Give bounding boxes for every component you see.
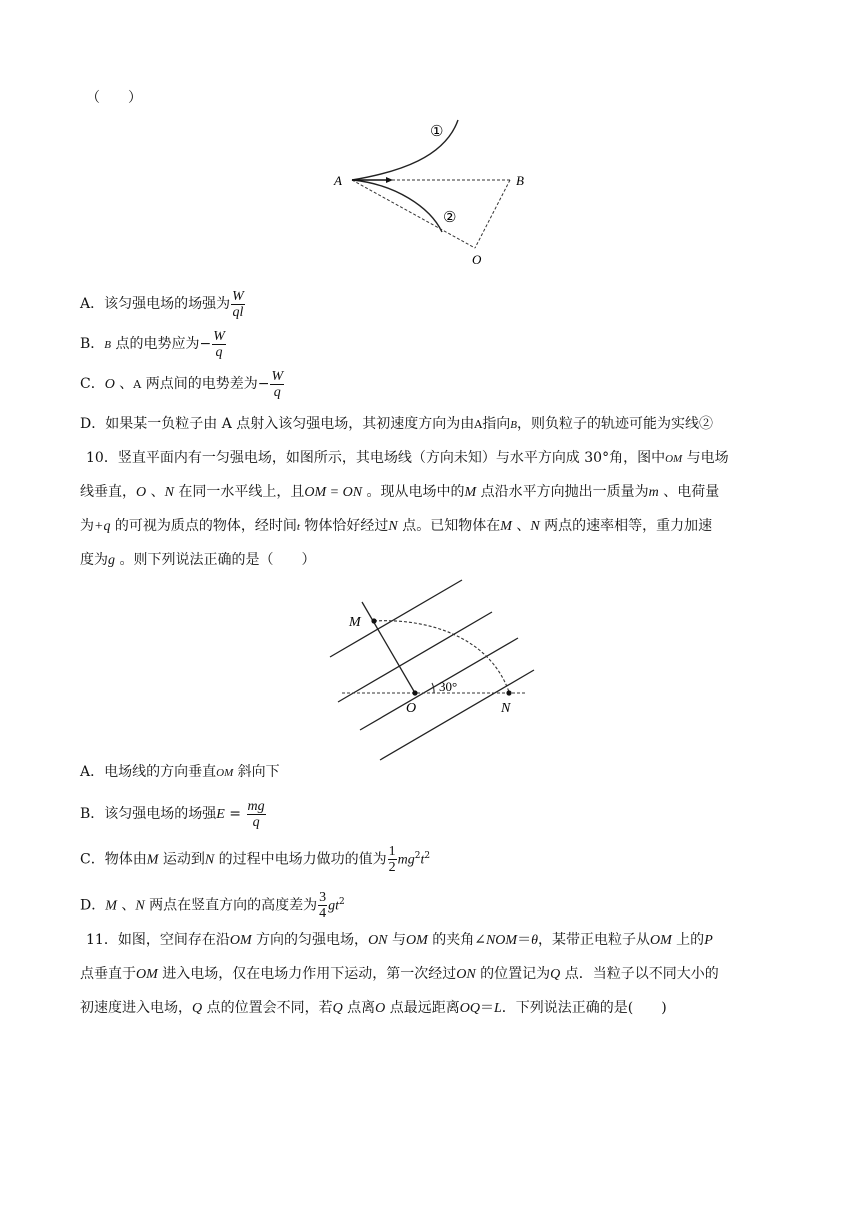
q9-option-b: B．B 点的电势应为− $\frac{W}{q}$ bbox=[80, 328, 225, 360]
q11-line-1: 11．如图，空间存在沿OM 方向的匀强电场，ON 与OM 的夹角∠NOM＝θ，某带正电粒子从OM 上的P bbox=[86, 932, 713, 948]
question-paren: （ ） bbox=[86, 90, 142, 106]
field-line-2 bbox=[338, 612, 492, 702]
line-OM bbox=[362, 602, 415, 693]
label-curve-1: ① bbox=[430, 124, 444, 140]
label-N: N bbox=[501, 701, 511, 716]
point-N bbox=[506, 690, 511, 695]
label-B: B bbox=[516, 173, 524, 188]
q9-option-c: C．O 、A 两点间的电势差为− $\frac{W}{q}$ bbox=[80, 368, 284, 400]
label-curve-2: ② bbox=[443, 210, 457, 226]
point-O bbox=[412, 690, 417, 695]
q10-option-c: C．物体由M 运动到N 的过程中电场力做功的值为 $\frac{1}{2}$ $mg^2t^2$ bbox=[80, 844, 431, 876]
q10-line-2: 线垂直，O 、N 在同一水平线上，且OM = ON 。现从电场中的M 点沿水平方向抛出一质量为m 、电荷量 bbox=[80, 484, 720, 500]
label-O: O bbox=[472, 252, 482, 267]
arrow-head bbox=[386, 177, 393, 183]
line-BO bbox=[475, 180, 510, 248]
label-A: A bbox=[334, 173, 342, 188]
figure-electric-field bbox=[320, 572, 540, 772]
q11-line-3: 初速度进入电场，Q 点的位置会不同，若Q 点离O 点最远距离OQ＝L．下列说法正确的是( ) bbox=[80, 1000, 667, 1016]
q10-line-1: 10．竖直平面内有一匀强电场，如图所示，其电场线（方向未知）与水平方向成 30°角，图中OM 与电场 bbox=[86, 450, 729, 466]
q9-option-a: A．该匀强电场的场强为 $\frac{W}{ql}$ bbox=[80, 288, 244, 320]
point-M bbox=[371, 618, 376, 623]
q10-option-d: D．M 、N 两点在竖直方向的高度差为 $\frac{3}{4}$ $gt^2$ bbox=[80, 890, 345, 922]
figure-trajectories bbox=[320, 112, 550, 272]
q10-option-b: B．该匀强电场的场强E = $\frac{mg}{q}$ bbox=[80, 798, 265, 830]
label-M: M bbox=[349, 615, 361, 630]
q10-option-a: A．电场线的方向垂直OM 斜向下 bbox=[80, 764, 280, 780]
q9-option-d: D．如果某一负粒子由 A 点射入该匀强电场，其初速度方向为由A指向B，则负粒子的轨迹可能为实线② bbox=[80, 416, 713, 432]
label-angle: 30° bbox=[439, 679, 458, 694]
line-AO bbox=[352, 180, 475, 248]
q10-line-3: 为+q 的可视为质点的物体，经时间t 物体恰好经过N 点。已知物体在M 、N 两点的速率相等，重力加速 bbox=[80, 518, 713, 534]
q11-line-2: 点垂直于OM 进入电场，仅在电场力作用下运动，第一次经过ON 的位置记为Q 点．当粒子以不同大小的 bbox=[80, 966, 719, 982]
label-O: O bbox=[406, 701, 417, 716]
q10-line-4: 度为g 。则下列说法正确的是（ ） bbox=[80, 552, 316, 568]
